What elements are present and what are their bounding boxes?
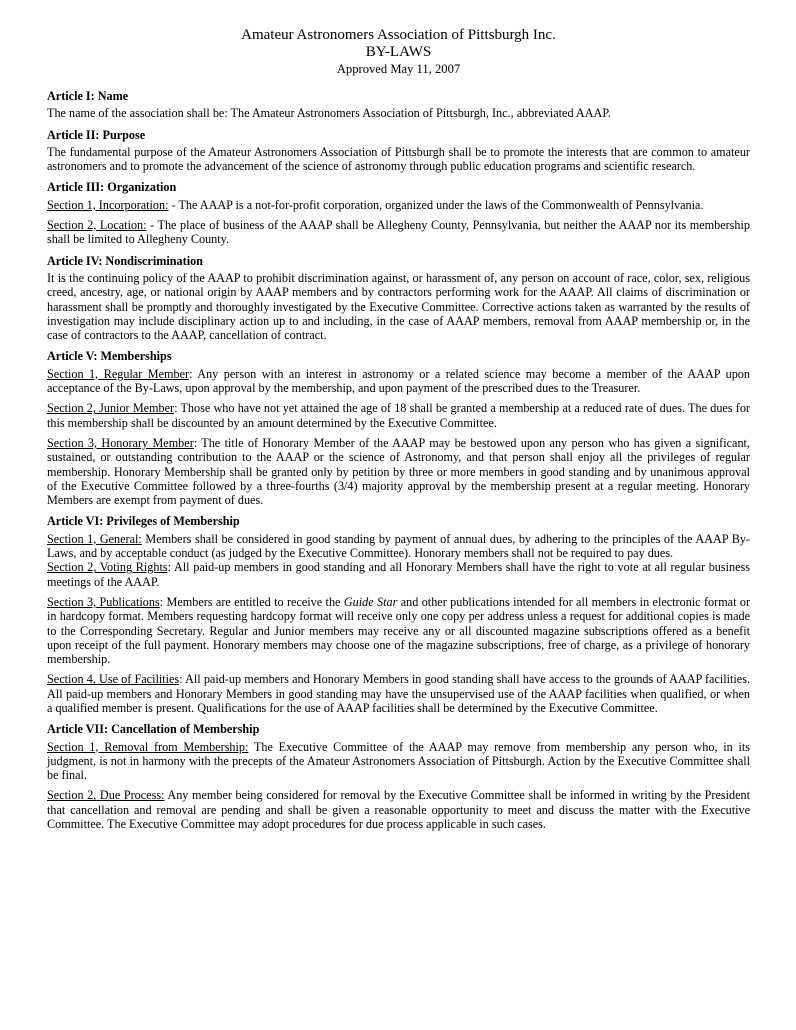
section-paragraph [47, 532, 750, 561]
document-page [47, 26, 750, 837]
article-paragraph [47, 271, 750, 342]
paragraph-text: : Those who have not yet attained the age of 18 shall be granted a membership at a reduced rate of dues. The dues for this membership shall be discounted by an amount determined by the Executive Committee. [47, 401, 750, 430]
article-paragraph [47, 145, 750, 174]
article-2 [47, 128, 750, 174]
paragraph-text: The name of the association shall be: The Amateur Astronomers Association of Pittsburgh, Inc., abbreviated AAAP. [47, 106, 611, 121]
section-paragraph [47, 198, 750, 212]
section-paragraph [47, 560, 750, 589]
section-paragraph [47, 218, 750, 247]
section-paragraph [47, 740, 750, 783]
section-paragraph [47, 436, 750, 507]
article-heading: Article VII: Cancellation of Membership [47, 722, 260, 737]
section-label: Section 3, Honorary Member [47, 435, 194, 450]
article-heading: Article I: Name [47, 89, 129, 103]
article-6 [47, 514, 750, 715]
section-label: Section 4, Use of Facilities [47, 672, 180, 687]
article-heading: Article II: Purpose [47, 127, 146, 142]
paragraph-text: : Any person with an interest in astronomy or a related science may become a member of the AAAP upon acceptance of the By-Laws, upon approval by the membership, and upon payment of the prescribed dues to the Treasurer. [47, 366, 750, 396]
section-paragraph [47, 367, 750, 396]
article-heading: Article III: Organization [47, 180, 177, 195]
section-paragraph [47, 595, 750, 666]
document-subtitle: BY-LAWS [365, 44, 432, 60]
section-label: Section 2, Junior Member [47, 401, 175, 416]
paragraph-text: : Members are entitled to receive the [159, 594, 344, 609]
article-4 [47, 254, 750, 343]
section-paragraph [47, 672, 750, 715]
article-3 [47, 180, 750, 246]
section-label: Section 2, Due Process: [47, 788, 165, 803]
article-paragraph [47, 106, 750, 120]
paragraph-text: : All paid-up members in good standing and all Honorary Members shall have the right to vote at all regular business meetings of the AAAP. [47, 560, 751, 589]
document-title: Amateur Astronomers Association of Pittsburgh Inc. [241, 27, 556, 43]
paragraph-text: It is the continuing policy of the AAAP to prohibit discrimination against, or harassment of, any person on account of race, color, sex, religious creed, ancestry, age, or national origin by AAAP members and by contractors performing work for the AAAP. All claims of discrimination or harassment shall be promptly and thoroughly investigated by the Executive Committee. Corrective actions taken as warranted by the results of investigation may include disciplinary action up to and including, in the case of AAAP members, removal from AAAP membership or, in the case of contractors to the AAAP, cancellation of contract. [47, 270, 750, 343]
section-label: Section 1, Incorporation: [47, 197, 169, 212]
paragraph-text: : All paid-up members and Honorary Members in good standing shall have access to the grounds of AAAP facilities. All paid-up members and Honorary Members in good standing may have the unsupervised use of the AAAP facilities when qualified, or when a qualified member is present. Qualifications for the use of AAAP facilities shall be determined by the Executive Committee. [47, 672, 750, 715]
section-label: Section 3, Publications [47, 594, 160, 609]
paragraph-text: and other publications intended for all members in electronic format or in hardcopy format. Members requesting hardcopy format will receive only one copy per address unless a request for additional copies is made to the Corresponding Secretary. Regular and Junior members may receive any or all discounted magazine subscriptions offered as a benefit upon receipt of the full payment. Honorary members may choose one of the magazine subscriptions, free of charge, as a privilege of honorary membership. [47, 594, 751, 667]
paragraph-text: Any member being considered for removal by the Executive Committee shall be informed in writing by the President that cancellation and removal are pending and shall be given a reasonable opportunity to meet and discuss the matter with the Executive Committee. The Executive Committee may adopt procedures for due process applicable in such cases. [47, 788, 750, 832]
paragraph-text: The Executive Committee of the AAAP may remove from membership any person who, in its judgment, is not in harmony with the precepts of the Amateur Astronomers Association of Pittsburgh. Action by the Executive Committee shall be final. [47, 739, 751, 783]
section-paragraph [47, 401, 750, 430]
article-heading: Article VI: Privileges of Membership [47, 514, 240, 529]
article-7 [47, 722, 750, 831]
paragraph-text: - The place of business of the AAAP shall be Allegheny County, Pennsylvania, but neither the AAAP nor its membership shall be limited to Allegheny County. [47, 218, 750, 247]
publication-title: Guide Star [343, 594, 398, 609]
paragraph-text: - The AAAP is a not-for-profit corporation, organized under the laws of the Commonwealth of Pennsylvania. [168, 197, 704, 212]
section-label: Section 1, General: [47, 531, 142, 546]
document-header [47, 26, 750, 77]
section-paragraph [47, 788, 750, 831]
article-heading: Article IV: Nondiscrimination [47, 253, 203, 268]
article-5 [47, 349, 750, 507]
section-label: Section 2, Location: [47, 218, 147, 233]
paragraph-text: : The title of Honorary Member of the AAAP may be bestowed upon any person who has given a significant, sustained, or outstanding contribution to the AAAP or the science of Astronomy, and that person shall enjoy all the privileges of regular membership. Honorary Membership shall be granted only by petition by three or more members in good standing and by unanimous approval of the Executive Committee followed by a three-fourths (3/4) majority approval by the membership present at a regular meeting. Honorary Members are exempt from payment of dues. [47, 435, 750, 508]
article-heading: Article V: Memberships [47, 349, 172, 364]
paragraph-text: Members shall be considered in good standing by payment of annual dues, by adhering to the principles of the AAAP By-Laws, and by acceptable conduct (as judged by the Executive Committee). Honorary members shall not be required to pay dues. [47, 531, 751, 561]
paragraph-text: The fundamental purpose of the Amateur Astronomers Association of Pittsburgh shall be to promote the interests that are common to amateur astronomers and to promote the advancement of the science of astronomy through public education programs and scientific research. [47, 144, 750, 174]
approval-date: Approved May 11, 2007 [336, 62, 461, 76]
section-label: Section 1, Removal from Membership: [47, 739, 249, 754]
section-label: Section 1, Regular Member [47, 366, 190, 381]
section-label: Section 2, Voting Rights [47, 560, 168, 575]
article-1 [47, 89, 750, 121]
